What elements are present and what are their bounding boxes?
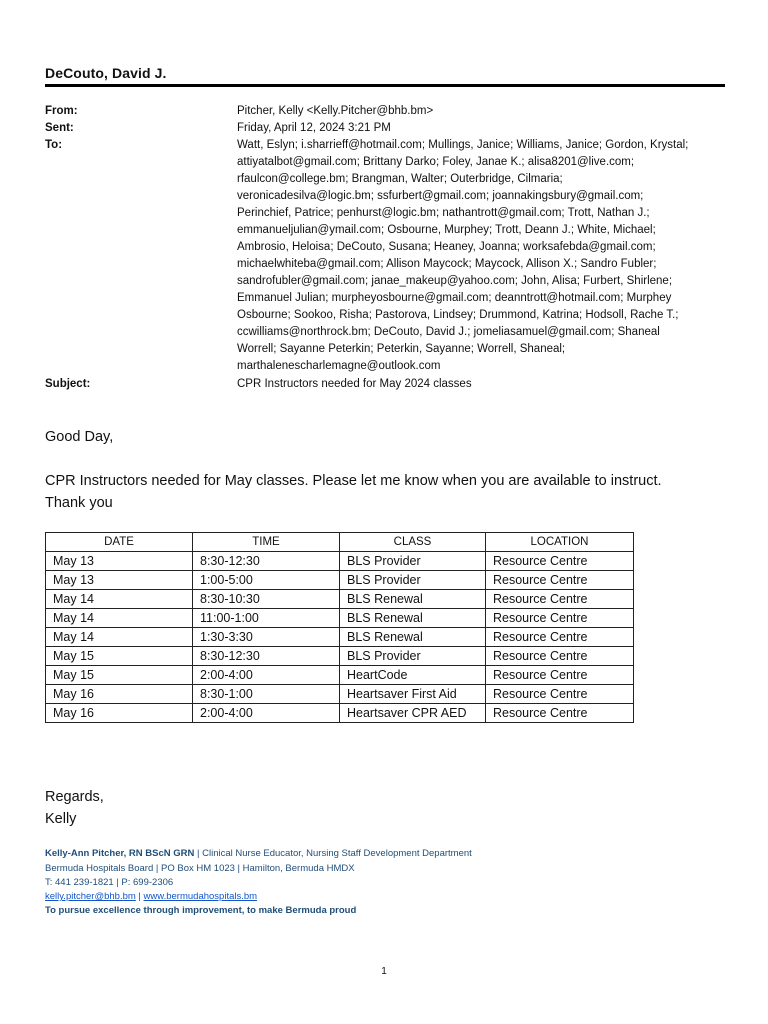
cell-class: BLS Renewal	[340, 609, 486, 628]
greeting: Good Day,	[45, 429, 114, 445]
cell-class: Heartsaver First Aid	[340, 685, 486, 704]
message-text: CPR Instructors needed for May classes. Please let me know when you are available to instruct. Thank you	[45, 473, 662, 511]
table-row	[46, 571, 634, 590]
table-row	[46, 647, 634, 666]
table-row	[46, 552, 634, 571]
recipient-line: Watt, Eslyn; i.sharrieff@hotmail.com; Mullings, Janice; Williams, Janice; Gordon, Krystal;	[237, 139, 689, 151]
header-divider	[45, 84, 725, 87]
cell-location: Resource Centre	[486, 647, 634, 666]
cell-time: 1:30-3:30	[193, 628, 340, 647]
recipient-line: attiyatalbot@gmail.com; Brittany Darko; Foley, Janae K.; alisa8201@live.com;	[237, 156, 635, 168]
cell-location: Resource Centre	[486, 571, 634, 590]
table-row	[46, 704, 634, 723]
cell-time: 8:30-10:30	[193, 590, 340, 609]
to-label: To:	[45, 139, 63, 151]
subject-value: CPR Instructors needed for May 2024 classes	[237, 378, 472, 390]
signature-links	[45, 890, 257, 904]
signature-name: Kelly-Ann Pitcher, RN BScN GRN	[45, 848, 195, 859]
table-row	[46, 590, 634, 609]
column-header-time: TIME	[193, 533, 340, 552]
cell-time: 2:00-4:00	[193, 666, 340, 685]
recipient-line: marthalenescharlemagne@outlook.com	[237, 360, 441, 372]
recipient-line: rfaulcon@college.bm; Brangman, Walter; Outerbridge, Cilmaria;	[237, 173, 563, 185]
cell-time: 8:30-1:00	[193, 685, 340, 704]
table-row	[46, 609, 634, 628]
cell-class: BLS Provider	[340, 571, 486, 590]
sent-label: Sent:	[45, 122, 74, 134]
cell-date: May 13	[46, 552, 193, 571]
recipient-line: Perinchief, Patrice; penhurst@logic.bm; nathantrott@gmail.com; Trott, Nathan J.;	[237, 207, 650, 219]
cell-location: Resource Centre	[486, 628, 634, 647]
from-label: From:	[45, 105, 78, 117]
cell-date: May 15	[46, 647, 193, 666]
sender-first-name: Kelly	[45, 811, 77, 827]
cell-class: BLS Renewal	[340, 628, 486, 647]
cell-time: 8:30-12:30	[193, 552, 340, 571]
table-row	[46, 628, 634, 647]
recipient-line: michaelwhiteba@gmail.com; Allison Maycock; Maycock, Allison X.; Sandro Fubler;	[237, 258, 657, 270]
closing: Regards,	[45, 789, 104, 805]
cell-location: Resource Centre	[486, 609, 634, 628]
cell-class: HeartCode	[340, 666, 486, 685]
cell-time: 2:00-4:00	[193, 704, 340, 723]
cell-date: May 16	[46, 704, 193, 723]
subject-label: Subject:	[45, 378, 91, 390]
cell-class: Heartsaver CPR AED	[340, 704, 486, 723]
cell-date: May 14	[46, 609, 193, 628]
cell-date: May 15	[46, 666, 193, 685]
table-row	[46, 666, 634, 685]
signature-address: Bermuda Hospitals Board | PO Box HM 1023 | Hamilton, Bermuda HMDX	[45, 863, 355, 874]
recipient-line: Emmanuel Julian; murpheyosbourne@gmail.com; deanntrott@hotmail.com; Murphey	[237, 292, 672, 304]
class-schedule-table	[45, 532, 634, 723]
column-header-location: LOCATION	[486, 533, 634, 552]
signature-link-separator: |	[135, 891, 144, 902]
signature-motto-text: To pursue excellence through improvement, to make Bermuda proud	[45, 905, 357, 916]
cell-date: May 13	[46, 571, 193, 590]
table-header-row	[46, 533, 634, 552]
column-header-class: CLASS	[340, 533, 486, 552]
recipient-line: ccwilliams@northrock.bm; DeCouto, David J.; jomeliasamuel@gmail.com; Shaneal	[237, 326, 660, 338]
signature-phone: T: 441 239-1821 | P: 699-2306	[45, 877, 174, 888]
cell-location: Resource Centre	[486, 666, 634, 685]
cell-time: 1:00-5:00	[193, 571, 340, 590]
signature-motto	[45, 904, 356, 918]
signature-website-link[interactable]: www.bermudahospitals.bm	[143, 891, 258, 902]
signature-name-line	[45, 847, 472, 861]
recipient-line: Worrell; Sayanne Peterkin; Peterkin, Sayanne; Worrell, Shaneal;	[237, 343, 566, 355]
cell-date: May 14	[46, 628, 193, 647]
mailbox-owner-name: DeCouto, David J.	[45, 65, 167, 81]
table-row	[46, 685, 634, 704]
cell-location: Resource Centre	[486, 704, 634, 723]
column-header-date: DATE	[46, 533, 193, 552]
cell-class: BLS Provider	[340, 647, 486, 666]
signature-role: | Clinical Nurse Educator, Nursing Staff Development Department	[197, 848, 472, 859]
from-value: Pitcher, Kelly <Kelly.Pitcher@bhb.bm>	[237, 105, 434, 117]
recipient-line: Ambrosio, Heloisa; DeCouto, Susana; Heaney, Joanna; worksafebda@gmail.com;	[237, 241, 656, 253]
page-number: 1	[381, 966, 387, 977]
cell-class: BLS Renewal	[340, 590, 486, 609]
signature-email-link[interactable]: kelly.pitcher@bhb.bm	[45, 891, 136, 902]
recipient-line: sandrofubler@gmail.com; janae_makeup@yahoo.com; John, Alisa; Furbert, Shirlene;	[237, 275, 673, 287]
sent-value: Friday, April 12, 2024 3:21 PM	[237, 122, 391, 134]
to-recipients	[237, 137, 727, 375]
cell-time: 8:30-12:30	[193, 647, 340, 666]
recipient-line: veronicadesilva@logic.bm; ssfurbert@gmail.com; joannakingsbury@gmail.com;	[237, 190, 644, 202]
recipient-line: emmanueljulian@ymail.com; Osbourne, Murphey; Trott, Deann J.; White, Michael;	[237, 224, 656, 236]
cell-time: 11:00-1:00	[193, 609, 340, 628]
cell-date: May 16	[46, 685, 193, 704]
cell-class: BLS Provider	[340, 552, 486, 571]
cell-date: May 14	[46, 590, 193, 609]
cell-location: Resource Centre	[486, 552, 634, 571]
cell-location: Resource Centre	[486, 590, 634, 609]
cell-location: Resource Centre	[486, 685, 634, 704]
recipient-line: Osbourne; Sookoo, Risha; Pastorova, Lindsey; Drummond, Katrina; Hodsoll, Rache T.;	[237, 309, 679, 321]
